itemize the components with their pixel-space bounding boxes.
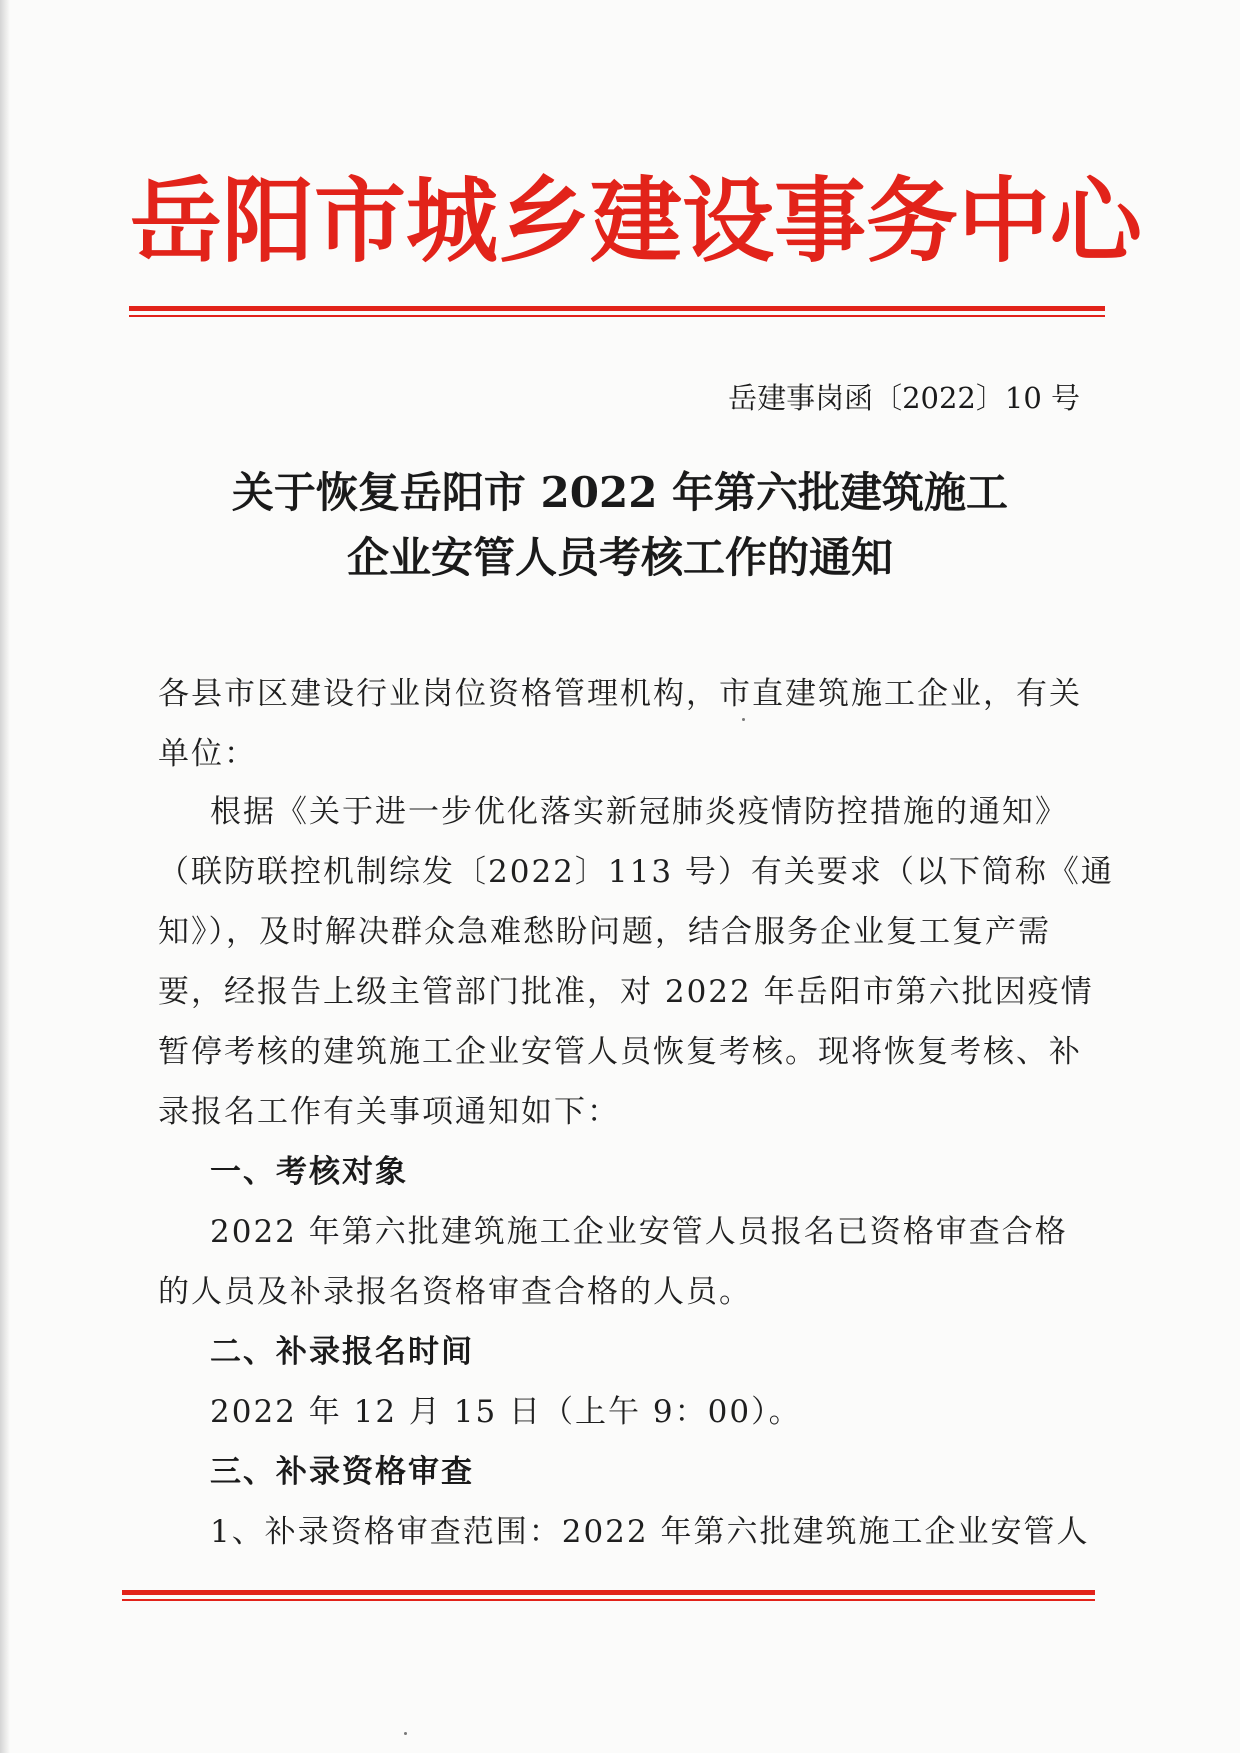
body-paragraph-line: （联防联控机制综发〔2022〕113 号）有关要求（以下简称《通 [158,854,1114,890]
salutation-line-2: 单位： [158,736,257,772]
section-text-line: 2022 年第六批建筑施工企业安管人员报名已资格审查合格 [210,1214,1068,1250]
scan-speck [404,1732,407,1735]
body-paragraph-line: 录报名工作有关事项通知如下： [158,1094,620,1130]
body-paragraph-line: 知》），及时解决群众急难愁盼问题，结合服务企业复工复产需 [158,914,1051,950]
section-heading: 一、考核对象 [210,1154,408,1190]
footer-rule-thick [122,1590,1095,1595]
scan-speck [742,718,745,721]
body-paragraph-line: 根据《关于进一步优化落实新冠肺炎疫情防控措施的通知》 [210,794,1068,830]
letterhead-org-name: 岳阳市城乡建设事务中心 [130,167,1143,275]
section-heading: 二、补录报名时间 [210,1334,474,1370]
footer-rule-thin [122,1599,1095,1601]
section-heading: 三、补录资格审查 [210,1454,474,1490]
body-paragraph-line: 暂停考核的建筑施工企业安管人员恢复考核。现将恢复考核、补 [158,1034,1082,1070]
letterhead-rule-thin [129,315,1105,317]
section-text-line: 1、补录资格审查范围：2022 年第六批建筑施工企业安管人 [210,1514,1090,1550]
scan-edge-shadow [0,0,10,1753]
section-text-line: 的人员及补录报名资格审查合格的人员。 [158,1274,752,1310]
section-text-line: 2022 年 12 月 15 日（上午 9：00）。 [210,1394,802,1430]
salutation-line-1: 各县市区建设行业岗位资格管理机构，市直建筑施工企业，有关 [158,676,1082,712]
body-paragraph-line: 要，经报告上级主管部门批准，对 2022 年岳阳市第六批因疫情 [158,974,1094,1010]
notice-title-line-2: 企业安管人员考核工作的通知 [346,533,893,582]
document-number: 岳建事岗函〔2022〕10 号 [728,381,1080,415]
letterhead-rule-thick [129,306,1105,311]
notice-title-line-1: 关于恢复岳阳市 2022 年第六批建筑施工 [231,468,1009,517]
